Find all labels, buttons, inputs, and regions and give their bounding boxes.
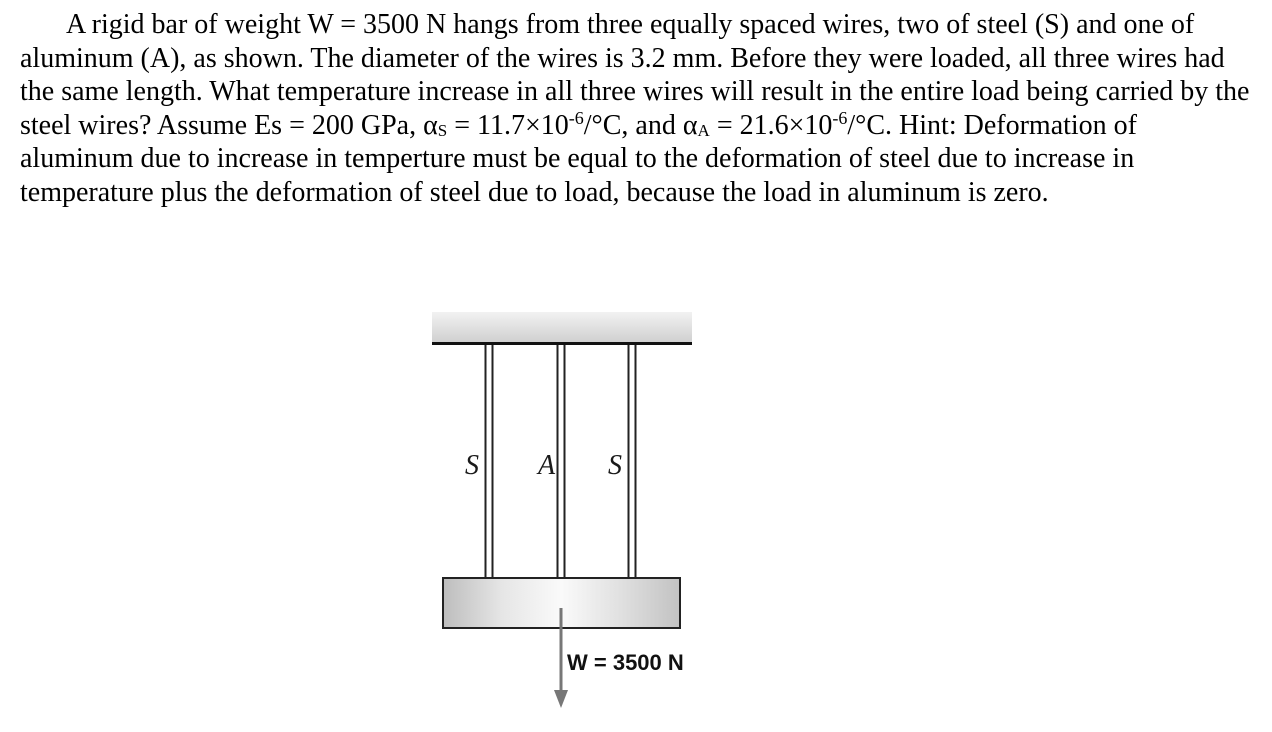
wire-right	[629, 345, 636, 578]
alpha-s-symbol: α	[423, 109, 438, 141]
wire-left	[486, 345, 493, 578]
load-arrow	[554, 608, 568, 708]
wire-middle	[558, 345, 565, 578]
rigid-bar	[443, 578, 680, 628]
problem-text-part-3: /°C, and	[583, 109, 683, 141]
alpha-a-subscript: A	[697, 120, 710, 140]
label-right-steel: S	[608, 450, 622, 481]
problem-text-part-4: = 21.6×10	[709, 109, 833, 141]
problem-text-part-1: A rigid bar of weight W = 3500 N hangs from three equally spaced wires, two of steel (S) and one of aluminum (A), as shown. The diameter of the wires is 3.2 mm. Before they were loaded, all three wires had the same length. What temperature increase in all three wires will result in the entire load being carried by the steel wires? Assume Es = 200 GPa,	[20, 9, 1250, 141]
steel-exponent: -6	[568, 107, 584, 128]
problem-text-part-5: /°C. Hint: Deformation of aluminum due to increase in temperture must be equal to the deformation of steel due to increase in temperature plus the deformation of steel due to load, because the load in aluminum is zero.	[20, 109, 1138, 208]
problem-statement	[20, 8, 1252, 209]
fixed-support	[432, 312, 692, 344]
label-left-steel: S	[465, 450, 479, 481]
load-arrow-head	[554, 690, 568, 708]
alpha-s-subscript: S	[437, 120, 448, 140]
support-ceiling	[432, 312, 692, 343]
aluminum-exponent: -6	[832, 107, 848, 128]
label-middle-aluminum: A	[538, 450, 556, 481]
load-label: W = 3500 N	[567, 650, 684, 675]
problem-text-part-2: = 11.7×10	[447, 109, 569, 141]
alpha-a-symbol: α	[682, 109, 698, 141]
